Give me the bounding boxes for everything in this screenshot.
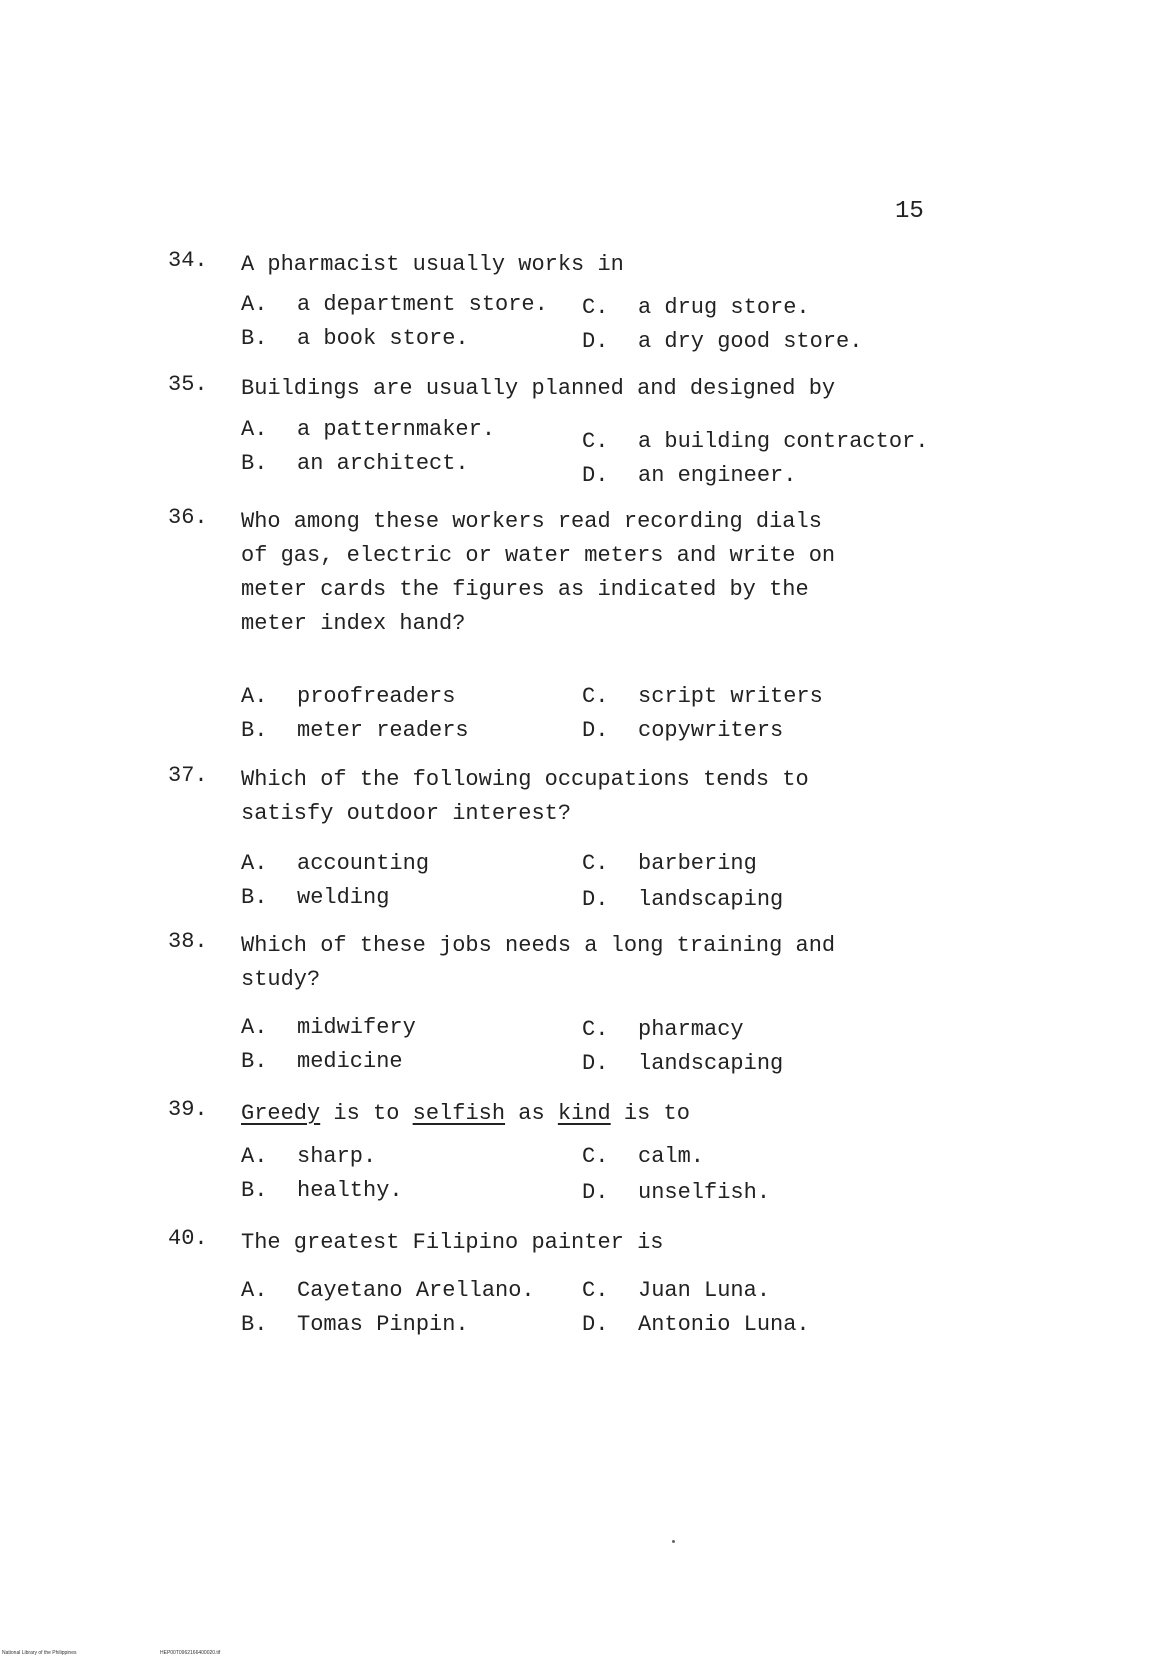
- option-c: C. calm.: [582, 1144, 705, 1169]
- option-d: D. landscaping: [582, 887, 784, 912]
- option-a: A. midwifery: [241, 1015, 416, 1040]
- question-text: Greedy is to selfish as kind is to: [241, 1101, 690, 1126]
- question-text: Who among these workers read recording dials of gas, electric or water meters and write on meter cards the figures as indicated by the meter index hand?: [241, 509, 836, 636]
- option-b: B. a book store.: [241, 326, 469, 351]
- question-number: 36.: [168, 505, 208, 530]
- option-c: C. barbering: [582, 851, 757, 876]
- option-d: D. landscaping: [582, 1051, 784, 1076]
- option-b: B. healthy.: [241, 1178, 403, 1203]
- option-a: A. a department store.: [241, 292, 548, 317]
- option-a: A. accounting: [241, 851, 430, 876]
- option-d: D. an engineer.: [582, 463, 797, 488]
- question-number: 35.: [168, 372, 208, 397]
- option-b: B. Tomas Pinpin.: [241, 1312, 469, 1337]
- question-text: Which of these jobs needs a long training and study?: [241, 933, 836, 992]
- question-number: 38.: [168, 929, 208, 954]
- option-c: C. a building contractor.: [582, 429, 929, 454]
- footer-library: National Library of the Philippines: [2, 1650, 77, 1656]
- question-text: The greatest Filipino painter is: [241, 1230, 664, 1255]
- option-b: B. welding: [241, 885, 390, 910]
- question-number: 37.: [168, 763, 208, 788]
- option-b: B. medicine: [241, 1049, 403, 1074]
- analogy-word-greedy: Greedy: [241, 1101, 321, 1126]
- option-a: A. proofreaders: [241, 684, 456, 709]
- option-c: C. a drug store.: [582, 295, 810, 320]
- option-c: C. Juan Luna.: [582, 1278, 771, 1303]
- option-d: D. copywriters: [582, 718, 784, 743]
- option-b: B. an architect.: [241, 451, 469, 476]
- option-c: C. pharmacy: [582, 1017, 744, 1042]
- analogy-word-selfish: selfish: [412, 1101, 506, 1126]
- page-number: 15: [895, 198, 924, 225]
- question-text: Which of the following occupations tends to satisfy outdoor interest?: [241, 767, 809, 826]
- option-a: A. a patternmaker.: [241, 417, 496, 442]
- question-number: 40.: [168, 1226, 208, 1251]
- option-d: D. unselfish.: [582, 1180, 771, 1205]
- footer-filename: HEP00T0962166400020.tif: [160, 1650, 221, 1656]
- analogy-word-kind: kind: [557, 1101, 611, 1126]
- option-c: C. script writers: [582, 684, 823, 709]
- option-d: D. a dry good store.: [582, 329, 863, 354]
- option-b: B. meter readers: [241, 718, 469, 743]
- question-text: Buildings are usually planned and designed by: [241, 376, 836, 401]
- scan-speck: [672, 1540, 675, 1543]
- option-d: D. Antonio Luna.: [582, 1312, 810, 1337]
- question-number: 39.: [168, 1097, 208, 1122]
- question-text: A pharmacist usually works in: [241, 252, 624, 277]
- question-number: 34.: [168, 248, 208, 273]
- option-a: A. sharp.: [241, 1144, 377, 1169]
- option-a: A. Cayetano Arellano.: [241, 1278, 535, 1303]
